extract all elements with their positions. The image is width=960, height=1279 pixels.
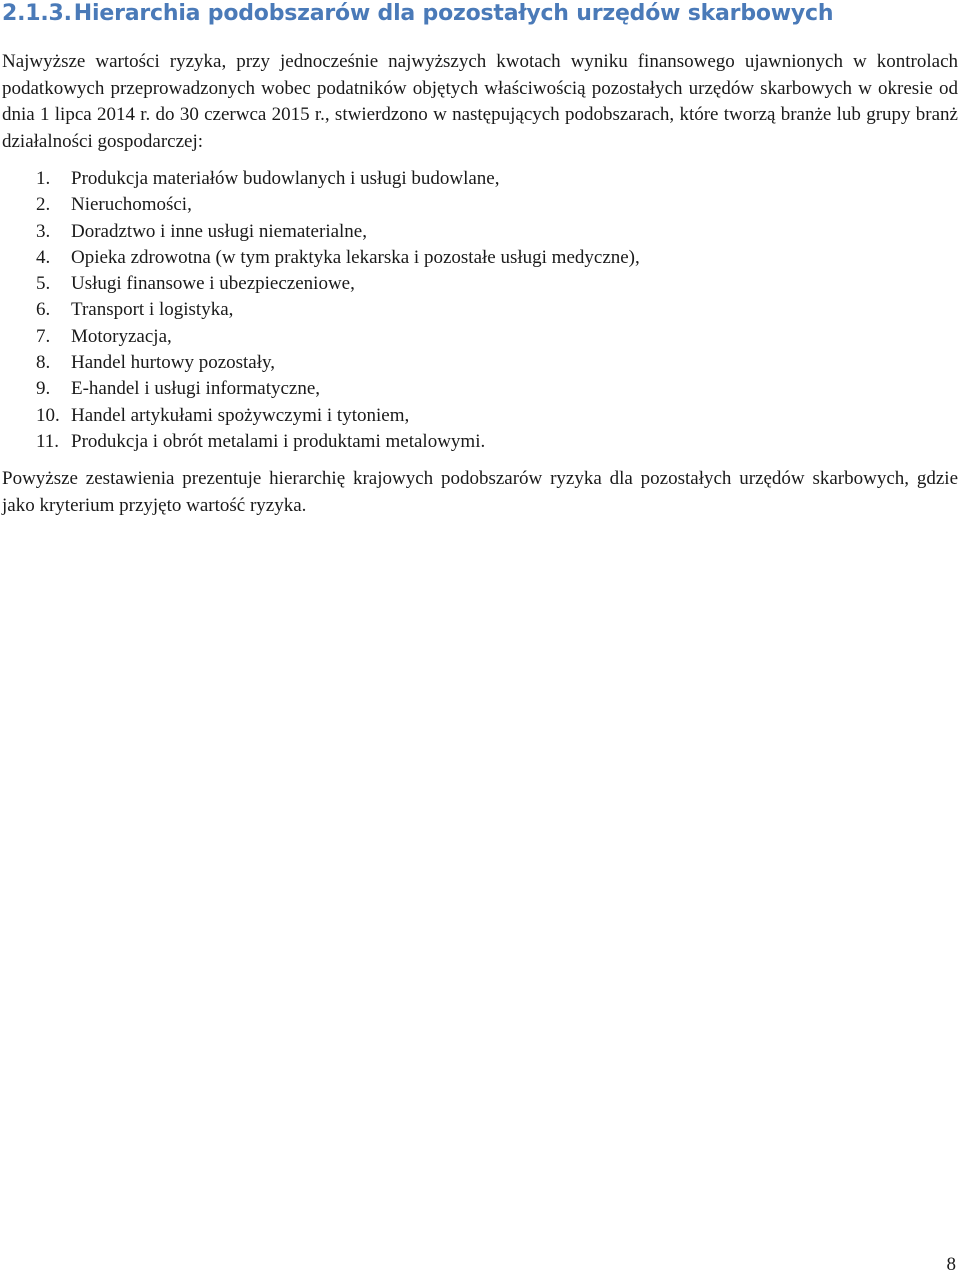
list-item-text: Motoryzacja, bbox=[71, 325, 172, 347]
list-item-text: Opieka zdrowotna (w tym praktyka lekarska i pozostałe usługi medyczne), bbox=[71, 246, 640, 268]
list-item bbox=[2, 166, 640, 192]
list-item bbox=[2, 297, 640, 323]
list-item bbox=[2, 192, 640, 218]
list-item bbox=[2, 324, 640, 350]
list-item-number: 6. bbox=[36, 299, 51, 321]
list-item-text: Produkcja i obrót metalami i produktami metalowymi. bbox=[71, 430, 486, 452]
list-item bbox=[2, 429, 640, 455]
list-item-text: Nieruchomości, bbox=[71, 194, 192, 216]
summary-paragraph: Powyższe zestawienia prezentuje hierarchię krajowych podobszarów ryzyka dla pozostałych urzędów skarbowych, gdzie jako kryterium przyjęto wartość ryzyka. bbox=[2, 468, 958, 516]
list-item-number: 11. bbox=[36, 430, 60, 452]
list-item-text: Transport i logistyka, bbox=[71, 299, 234, 321]
list-item-number: 5. bbox=[36, 273, 51, 295]
subarea-list bbox=[2, 166, 640, 455]
list-item-text: Doradztwo i inne usługi niematerialne, bbox=[71, 220, 367, 242]
list-item bbox=[2, 403, 640, 429]
section-heading bbox=[2, 0, 833, 28]
list-item bbox=[2, 376, 640, 402]
intro-paragraph: Najwyższe wartości ryzyka, przy jednocześnie najwyższych kwotach wyniku finansowego ujawnionych w kontrolach podatkowych przeprowadzonych wobec podatników objętych właściwością pozostałych urzędów skarbowych w okresie od dnia 1 lipca 2014 r. do 30 czerwca 2015 r., stwierdzono w następujących podobszarach, które tworzą branże lub grupy branż działalności gospodarczej: bbox=[2, 51, 958, 152]
section-title: Hierarchia podobszarów dla pozostałych urzędów skarbowych bbox=[73, 1, 834, 26]
list-item bbox=[2, 219, 640, 245]
list-item-number: 10. bbox=[36, 404, 60, 426]
list-item-text: Handel artykułami spożywczymi i tytoniem, bbox=[71, 404, 410, 426]
list-item-number: 3. bbox=[36, 220, 51, 242]
list-item bbox=[2, 271, 640, 297]
list-item-text: Usługi finansowe i ubezpieczeniowe, bbox=[71, 273, 355, 295]
list-item-text: Handel hurtowy pozostały, bbox=[71, 352, 276, 374]
page-number: 8 bbox=[946, 1254, 956, 1275]
list-item-text: E-handel i usługi informatyczne, bbox=[71, 378, 321, 400]
list-item-number: 7. bbox=[36, 325, 51, 347]
list-item-number: 2. bbox=[36, 194, 51, 216]
list-item-number: 8. bbox=[36, 352, 51, 374]
list-item bbox=[2, 350, 640, 376]
list-item-text: Produkcja materiałów budowlanych i usługi budowlane, bbox=[71, 168, 500, 189]
section-number: 2.1.3. bbox=[2, 1, 72, 26]
list-item-number: 9. bbox=[36, 378, 51, 400]
list-item-number: 4. bbox=[36, 246, 51, 268]
list-item bbox=[2, 245, 640, 271]
list-item-number: 1. bbox=[36, 168, 51, 189]
